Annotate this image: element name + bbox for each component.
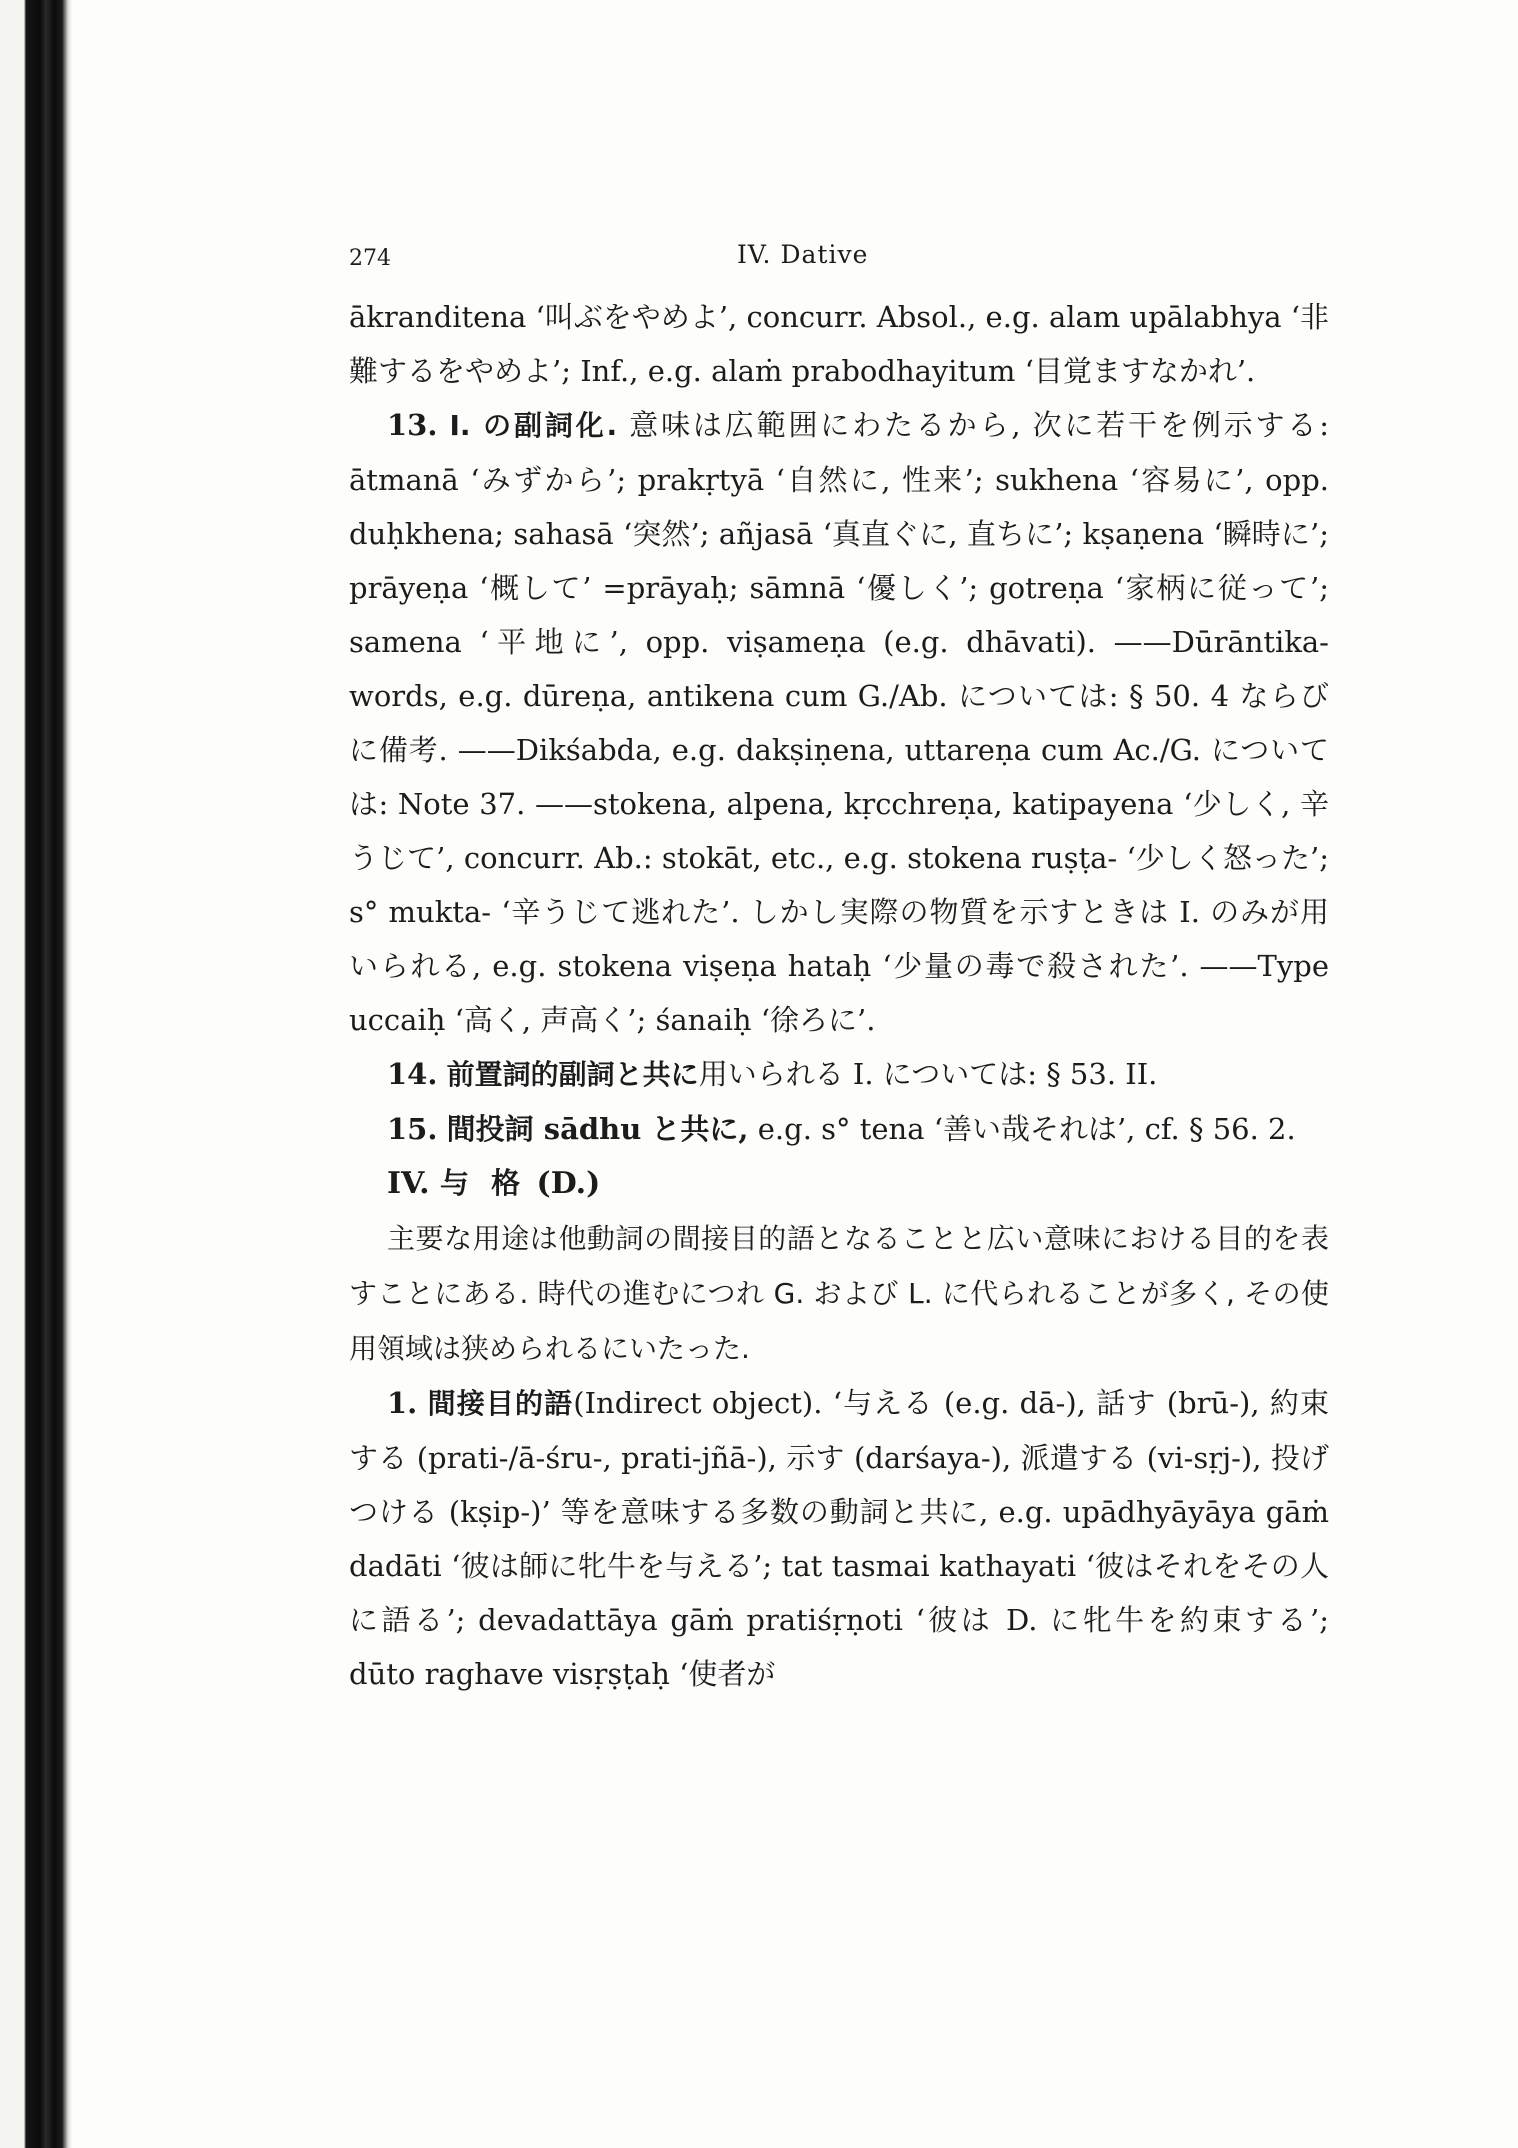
paragraph-text: 用いられる I. については: § 53. II. [698, 1057, 1158, 1091]
body-text [349, 290, 1329, 1701]
paragraph-15 [349, 1102, 1329, 1156]
paragraph-number: 13. [387, 408, 438, 442]
paragraph-text: 主要な用途は他動詞の間接目的語となることと広い意味における目的を表すことにある. 時代の進むにつれ G. および L. に代られることが多く, その使用領域は狭められるにいたった. [349, 1222, 1329, 1365]
paragraph-text: (Indirect object). ‘与える (e.g. dā-), 話す (brū-), 約束する (prati-/ā-śru-, prati-jñā-), 示す (darśaya-), 派遣する (vi-sṛj-), 投げつける (kṣip-)’ 等を意味する多数の動詞と共に, e.g. upādhyāyāya gāṁ dadāti ‘彼は師に牝牛を与える’; tat tasmai kathayati ‘彼はそれをその人に語る’; devadattāya gāṁ pratiśṛṇoti ‘彼は D. に牝牛を約束する’; dūto raghave visṛṣṭaḥ ‘使者が [349, 1386, 1330, 1691]
paragraph-text: e.g. s° tena ‘善い哉それは’, cf. § 56. 2. [757, 1112, 1296, 1146]
running-header [349, 240, 1329, 290]
paragraph-text: ākranditena ‘叫ぶをやめよ’, concurr. Absol., e.g. alam upālabhya ‘非難するをやめよ’; Inf., e.g. alaṁ prabodhayitum ‘目覚ますなかれ’. [349, 300, 1329, 388]
section-label: 与 格 [439, 1166, 527, 1200]
running-title: IV. Dative [737, 240, 869, 269]
paragraph-number: 15. [387, 1112, 438, 1146]
paragraph-14 [349, 1047, 1329, 1102]
section-intro-paragraph [349, 1211, 1329, 1376]
book-page [349, 240, 1329, 1701]
paragraph-13 [349, 398, 1329, 1047]
paragraph-heading: 前置詞的副詞と共に [446, 1058, 699, 1091]
page-number: 274 [349, 246, 391, 271]
paragraph-number: 1. [387, 1386, 418, 1420]
paragraph-heading: 間投詞 sādhu と共に, [446, 1112, 749, 1146]
book-binding-edge [0, 0, 72, 2148]
paragraph-continuation [349, 290, 1329, 398]
section-heading [349, 1156, 1329, 1211]
paragraph-section-1 [349, 1376, 1329, 1701]
paragraph-heading: 間接目的語 [427, 1387, 574, 1420]
section-roman: IV. [387, 1166, 430, 1201]
paragraph-number: 14. [387, 1057, 438, 1091]
section-abbr: (D.) [536, 1166, 601, 1201]
paragraph-heading: I. の副詞化. [449, 409, 618, 442]
paragraph-text: 意味は広範囲にわたるから, 次に若干を例示する: ātmanā ‘みずから’; prakṛtyā ‘自然に, 性来’; sukhena ‘容易に’, opp. duḥkhena; sahasā ‘突然’; añjasā ‘真直ぐに, 直ちに’; kṣaṇena ‘瞬時に’; prāyeṇa ‘概して’ =prāyaḥ; sāmnā ‘優しく’; gotreṇa ‘家柄に従って’; samena ‘平地に’, opp. viṣameṇa (e.g. dhāvati). ——Dūrāntika-words, e.g. dūreṇa, antikena cum G./Ab. については: § 50. 4 ならびに備考. ——Dikśabda, e.g. dakṣiṇena, uttareṇa cum Ac./G. については: Note 37. ——stokena, alpena, kṛcchreṇa, katipayena ‘少しく, 辛うじて’, concurr. Ab.: stokāt, etc., e.g. stokena ruṣṭa- ‘少しく怒った’; s° mukta- ‘辛うじて逃れた’. しかし実際の物質を示すときは I. のみが用いられる, e.g. stokena viṣeṇa hataḥ ‘少量の毒で殺された’. ——Type uccaiḥ ‘高く, 声高く’; śanaiḥ ‘徐ろに’. [349, 408, 1329, 1037]
